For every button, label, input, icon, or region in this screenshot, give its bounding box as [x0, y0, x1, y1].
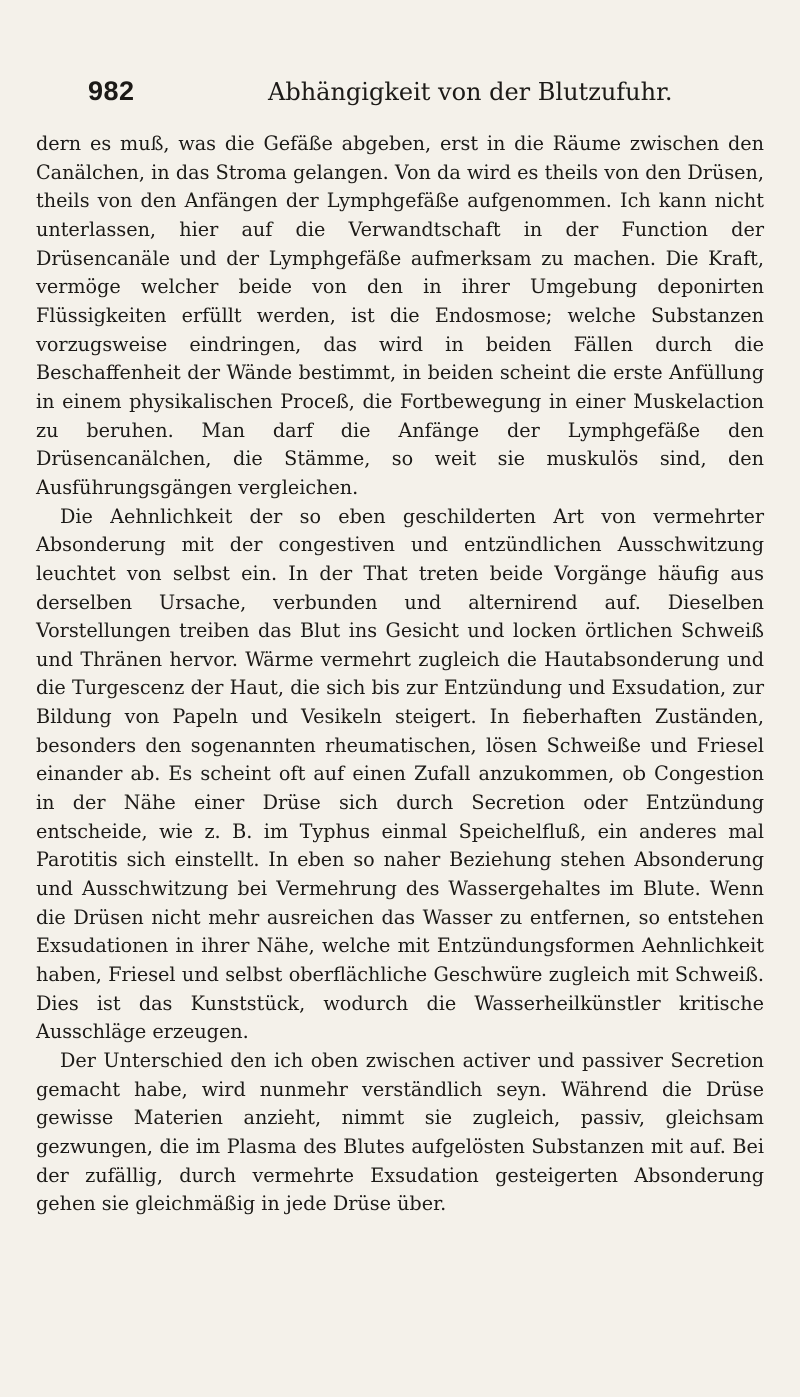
- body-text: [36, 130, 764, 1219]
- page-number: 982: [88, 76, 135, 106]
- page-header: [36, 72, 764, 112]
- paragraph: Der Unterschied den ich oben zwischen activer und passiver Secretion gemacht habe, wird nunmehr verständlich seyn. Während die Drüse gewisse Materien anzieht, nimmt sie zugleich, passiv, gleichsam gezwungen, die im Plasma des Blutes aufgelösten Substanzen mit auf. Bei der zufällig, durch vermehrte Exsudation gesteigerten Absonderung gehen sie gleichmäßig in jede Drüse über.: [36, 1049, 764, 1216]
- paragraph: Die Aehnlichkeit der so eben geschilderten Art von vermehrter Absonderung mit der congestiven und entzündlichen Ausschwitzung leuchtet von selbst ein. In der That treten beide Vorgänge häufig aus derselben Ursache, verbunden und alternirend auf. Dieselben Vorstellungen treiben das Blut ins Gesicht und locken örtlichen Schweiß und Thränen hervor. Wärme vermehrt zugleich die Hautabsonderung und die Turgescenz der Haut, die sich bis zur Entzündung und Exsudation, zur Bildung von Papeln und Vesikeln steigert. In fieberhaften Zuständen, besonders den sogenannten rheumatischen, lösen Schweiße und Friesel einander ab. Es scheint oft auf einen Zufall anzukommen, ob Congestion in der Nähe einer Drüse sich durch Secretion oder Entzündung entscheide, wie z. B. im Typhus einmal Speichelfluß, ein anderes mal Parotitis sich einstellt. In eben so naher Beziehung stehen Absonderung und Ausschwitzung bei Vermehrung des Wassergehaltes im Blute. Wenn die Drüsen nicht mehr ausreichen das Wasser zu entfernen, so entstehen Exsudationen in ihrer Nähe, welche mit Entzündungsformen Aehnlichkeit haben, Friesel und selbst oberflächliche Geschwüre zugleich mit Schweiß. Dies ist das Kunststück, wodurch die Wasserheilkünstler kritische Ausschläge erzeugen.: [36, 504, 764, 1044]
- running-head: Abhängigkeit von der Blutzufuhr.: [268, 78, 673, 106]
- paragraph-continued: dern es muß, was die Gefäße abgeben, erst in die Räume zwischen den Canälchen, in das Stroma gelangen. Von da wird es theils von den Drüsen, theils von den Anfängen der Lymphgefäße aufgenommen. Ich kann nicht unterlassen, hier auf die Verwandtschaft in der Function der Drüsencanäle und der Lymphgefäße aufmerksam zu machen. Die Kraft, vermöge welcher beide von den in ihrer Umgebung deponirten Flüssigkeiten erfüllt werden, ist die Endosmose; welche Substanzen vorzugsweise eindringen, das wird in beiden Fällen durch die Beschaffenheit der Wände bestimmt, in beiden scheint die erste Anfüllung in einem physikalischen Proceß, die Fortbewegung in einer Muskelaction zu beruhen. Man darf die Anfänge der Lymphgefäße den Drüsencanälchen, die Stämme, so weit sie muskulös sind, den Ausführungsgängen vergleichen.: [36, 132, 764, 499]
